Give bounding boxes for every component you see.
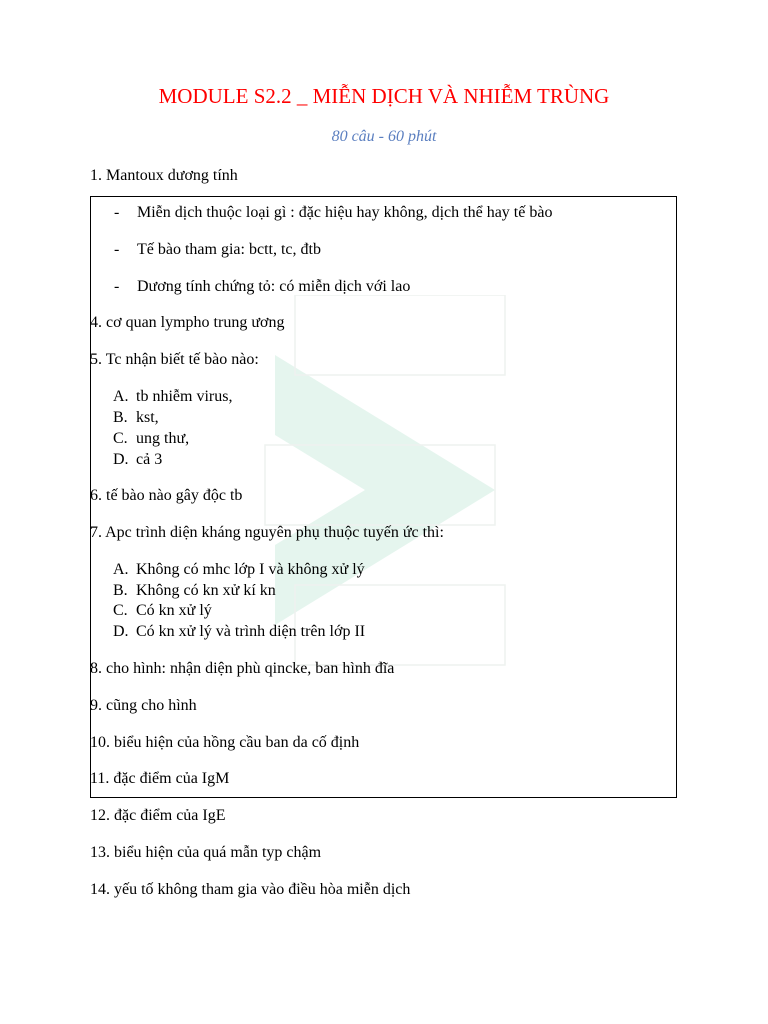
option-text: ung thư, <box>136 430 190 447</box>
option-letter: A. <box>113 561 129 578</box>
question-5: 5. Tc nhận biết tế bào nào: <box>90 351 259 368</box>
option-letter: D. <box>113 451 129 468</box>
bullet-item: Dương tính chứng tỏ: có miễn dịch với lao <box>137 278 411 295</box>
bullet-item: Tế bào tham gia: bctt, tc, đtb <box>137 241 321 258</box>
question-6: 6. tế bào nào gây độc tb <box>90 487 243 504</box>
option-letter: C. <box>113 602 128 619</box>
question-1: 1. Mantoux dương tính <box>90 167 238 184</box>
bullet-dash: - <box>114 241 120 258</box>
option-text: tb nhiễm virus, <box>136 388 233 405</box>
option-text: kst, <box>136 409 159 426</box>
bullet-item: Miễn dịch thuộc loại gì : đặc hiệu hay không, dịch thể hay tế bào <box>137 204 553 221</box>
page-title: MODULE S2.2 _ MIỄN DỊCH VÀ NHIỄM TRÙNG <box>158 84 610 108</box>
question-10: 10. biểu hiện của hồng cầu ban da cố định <box>90 734 360 751</box>
question-14: 14. yếu tố không tham gia vào điều hòa miễn dịch <box>90 881 411 898</box>
question-7: 7. Apc trình diện kháng nguyên phụ thuộc tuyến ức thì: <box>90 524 444 541</box>
option-letter: B. <box>113 409 128 426</box>
option-letter: C. <box>113 430 128 447</box>
question-13: 13. biểu hiện của quá mẫn typ chậm <box>90 844 322 861</box>
option-letter: A. <box>113 388 129 405</box>
option-text: Có kn xử lý và trình diện trên lớp II <box>136 623 366 640</box>
option-text: Có kn xử lý <box>136 602 212 619</box>
bullet-dash: - <box>114 278 120 295</box>
option-text: cả 3 <box>136 451 163 468</box>
question-9: 9. cũng cho hình <box>90 697 197 714</box>
question-12: 12. đặc điểm của IgE <box>90 807 226 824</box>
option-letter: B. <box>113 582 128 599</box>
option-text: Không có kn xử kí kn <box>136 582 276 599</box>
page-subtitle: 80 câu - 60 phút <box>331 128 437 145</box>
option-letter: D. <box>113 623 129 640</box>
bullet-dash: - <box>114 204 120 221</box>
question-11: 11. đặc điểm của IgM <box>90 770 230 787</box>
question-8: 8. cho hình: nhận diện phù qincke, ban hình đĩa <box>90 660 395 677</box>
question-4: 4. cơ quan lympho trung ương <box>90 314 285 331</box>
option-text: Không có mhc lớp I và không xử lý <box>136 561 365 578</box>
